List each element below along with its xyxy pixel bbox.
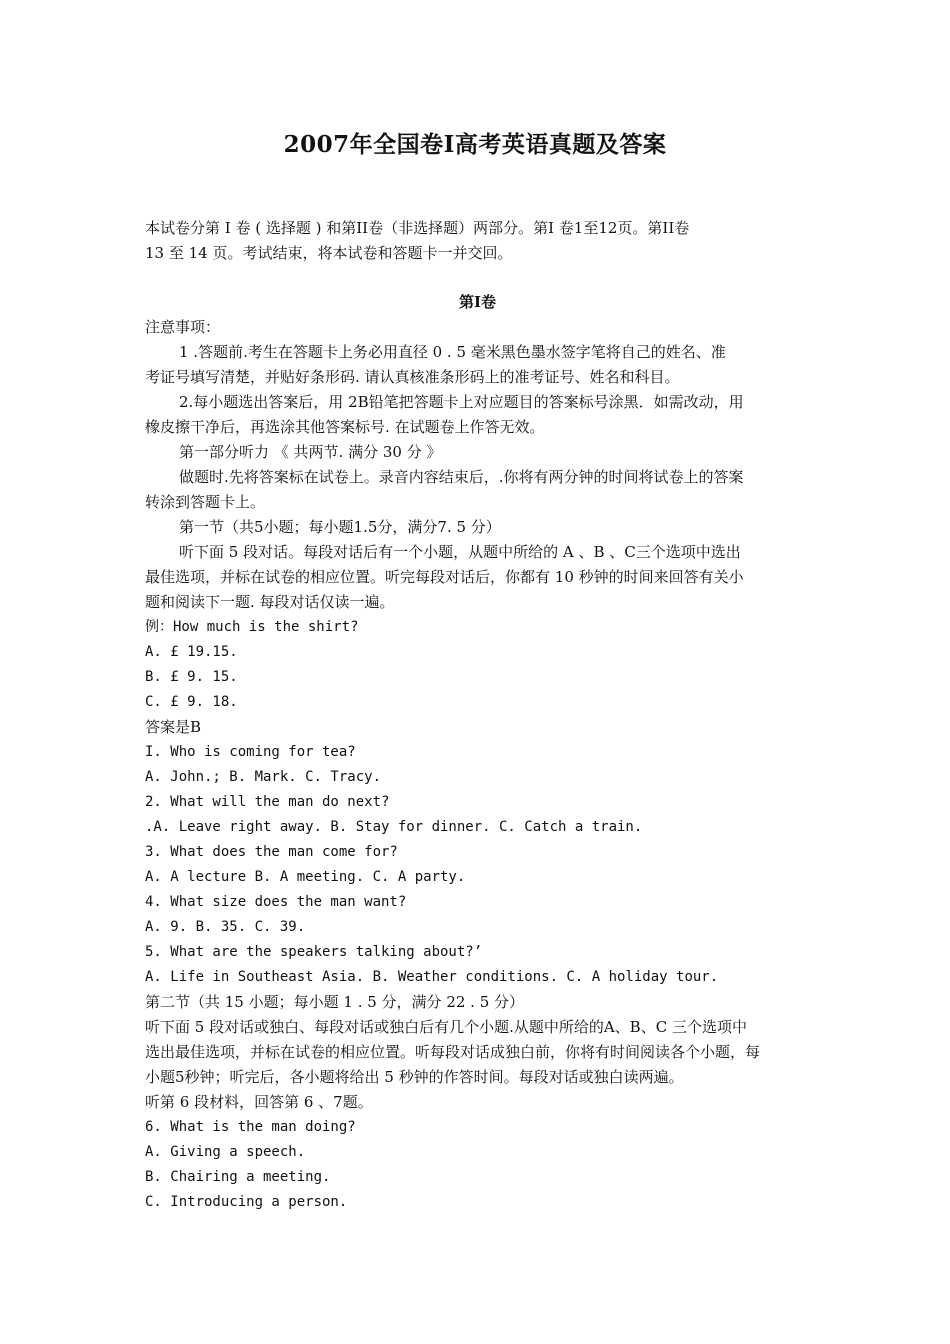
example-question: 例：How much is the shirt? bbox=[145, 619, 359, 635]
question-text: 5. What are the speakers talking about?’ bbox=[145, 944, 483, 960]
document-body bbox=[145, 216, 810, 1215]
note-2-line: 橡皮擦干净后，再选涂其他答案标号. 在试题卷上作答无效。 bbox=[145, 418, 545, 436]
section1-instruction: 听下面 5 段对话。每段对话后有一个小题，从题中所给的 A 、B 、C三个选项中选出 bbox=[179, 543, 741, 561]
part1-instruction: 做题时.先将答案标在试卷上。录音内容结束后，.你将有两分钟的时间将试卷上的答案 bbox=[179, 468, 744, 486]
section2-instruction: 听下面 5 段对话或独白、每段对话或独白后有几个小题.从题中所给的A、B、C 三个选项中 bbox=[145, 1018, 747, 1036]
note-1-line: 1 .答题前.考生在答题卡上务必用直径 0 . 5 毫米黑色墨水签字笔将自己的姓名、准 bbox=[179, 343, 726, 361]
example-option: A. £ 19.15. bbox=[145, 644, 238, 660]
section2-instruction: 选出最佳选项，并标在试卷的相应位置。听每段对话成独白前，你将有时间阅读各个小题，每 bbox=[145, 1043, 761, 1061]
section1-heading: 第一节（共5小题；每小题1.5分，满分7. 5 分） bbox=[179, 518, 501, 536]
section2-instruction: 小题5秒钟；听完后，各小题将给出 5 秒钟的作答时间。每段对话或独白读两遍。 bbox=[145, 1068, 684, 1086]
question-options: A. A lecture B. A meeting. C. A party. bbox=[145, 869, 466, 885]
question-options: A. Life in Southeast Asia. B. Weather conditions. C. A holiday tour. bbox=[145, 969, 719, 985]
question-text: 4. What size does the man want? bbox=[145, 894, 407, 910]
example-option: B. £ 9. 15. bbox=[145, 669, 238, 685]
section2-heading: 第二节（共 15 小题；每小题 1 . 5 分，满分 22 . 5 分） bbox=[145, 993, 525, 1011]
intro-line: 13 至 14 页。考试结束，将本试卷和答题卡一并交回。 bbox=[145, 244, 513, 262]
section1-instruction: 最佳选项，并标在试卷的相应位置。听完每段对话后，你都有 10 秒钟的时间来回答有关小 bbox=[145, 568, 744, 586]
page-title: 2007年全国卷I高考英语真题及答案 bbox=[283, 131, 667, 158]
section1-instruction: 题和阅读下一题. 每段对话仅读一遍。 bbox=[145, 593, 395, 611]
question-text: 6. What is the man doing? bbox=[145, 1119, 356, 1135]
question-options: A. 9. B. 35. C. 39. bbox=[145, 919, 306, 935]
part1-instruction: 转涂到答题卡上。 bbox=[145, 493, 266, 511]
material-6-label: 听第 6 段材料，回答第 6 、7题。 bbox=[145, 1093, 373, 1111]
question-options: .A. Leave right away. B. Stay for dinner. C. Catch a train. bbox=[145, 819, 643, 835]
example-option: C. £ 9. 18. bbox=[145, 694, 238, 710]
question-text: 3. What does the man come for? bbox=[145, 844, 398, 860]
intro-line: 本试卷分第 I 卷 ( 选择题 ) 和第II卷（非选择题）两部分。第I 卷1至12页。第II卷 bbox=[145, 219, 690, 237]
question-option: A. Giving a speech. bbox=[145, 1144, 306, 1160]
notes-label: 注意事项： bbox=[145, 318, 221, 336]
question-option: B. Chairing a meeting. bbox=[145, 1169, 331, 1185]
question-text: I. Who is coming for tea? bbox=[145, 744, 356, 760]
question-options: A. John.; B. Mark. C. Tracy. bbox=[145, 769, 382, 785]
note-1-line: 考证号填写清楚，并贴好条形码. 请认真核准条形码上的准考证号、姓名和科目。 bbox=[145, 368, 680, 386]
note-2-line: 2.每小题选出答案后，用 2B铅笔把答题卡上对应题目的答案标号涂黑．如需改动，用 bbox=[179, 393, 744, 411]
section-title: 第I卷 bbox=[458, 293, 497, 311]
question-text: 2. What will the man do next? bbox=[145, 794, 390, 810]
example-answer: 答案是B bbox=[145, 718, 202, 736]
part1-heading: 第一部分听力 《 共两节. 满分 30 分 》 bbox=[179, 443, 442, 461]
question-option: C. Introducing a person. bbox=[145, 1194, 348, 1210]
